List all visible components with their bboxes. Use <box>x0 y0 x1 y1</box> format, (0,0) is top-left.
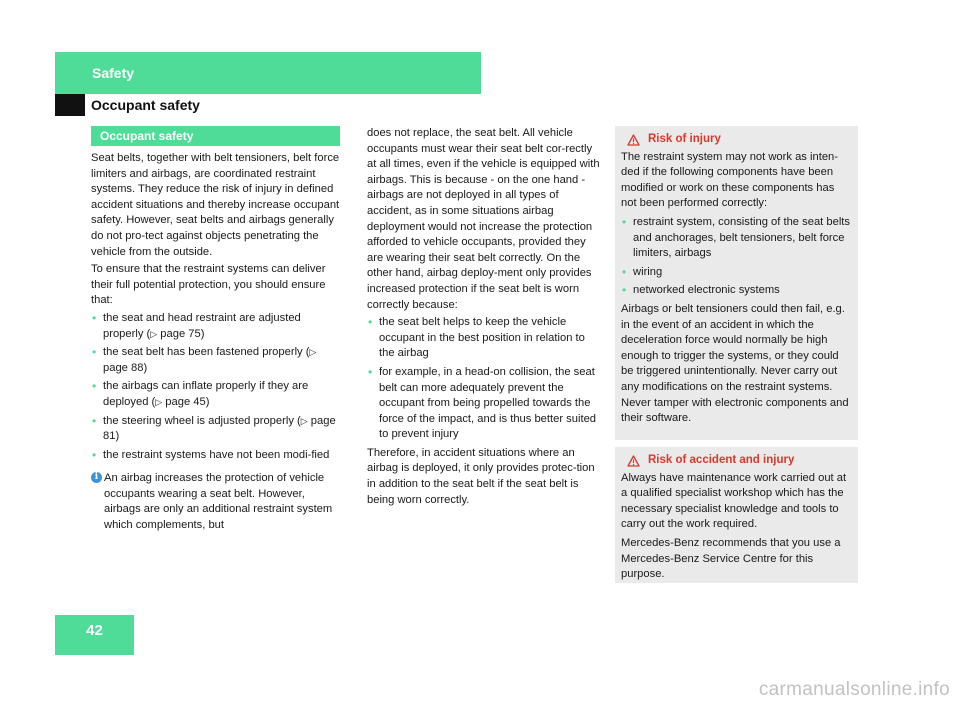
triangle-pointer-icon: ▷ <box>309 347 317 358</box>
warning-triangle-icon <box>627 134 640 146</box>
page-reference-link[interactable]: page 88 <box>103 361 144 374</box>
paragraph: Always have maintenance work carried out at a qualified specialist workshop which has the necessary specialist knowledge and tools to carry out the work required. <box>621 471 847 531</box>
paragraph: The restraint system may not work as inten-ded if the following components have been modified or work on these components has not been performed correctly: <box>621 150 838 210</box>
info-icon: i <box>91 472 102 483</box>
column-left <box>91 126 340 534</box>
list-item: • for example, in a head-on collision, the seat belt can more adequately prevent the occupant from being propelled towards the force of the impact, and is thus better suited to prevent injury <box>367 365 602 443</box>
page-number: 42 <box>86 622 103 639</box>
info-note-text: An airbag increases the protection of vehicle occupants wearing a seat belt. However, airbags are only an additional restraint system which complements, but <box>104 472 333 532</box>
warning-triangle-icon <box>627 455 640 467</box>
triangle-pointer-icon: ▷ <box>155 396 163 407</box>
list-item: • restraint system, consisting of the seat belts and anchorages, belt tensioners, belt force limiters, airbags <box>621 215 852 262</box>
list-item: • networked electronic systems <box>621 283 852 299</box>
warning-title: Risk of accident and injury <box>621 453 852 469</box>
paragraph: Airbags or belt tensioners could then fail, e.g. in the event of an accident in which the deceleration force would normally be high enough to trigger the systems, or they could be triggered unintentionally. Never carry out any modifications on the restraint systems. Never tamper with electronic components and their software. <box>621 302 849 425</box>
page-reference-link[interactable]: page 75 <box>160 327 201 340</box>
paragraph: To ensure that the restraint systems can deliver their full potential protection, you should ensure that: <box>91 263 326 307</box>
triangle-pointer-icon: ▷ <box>300 415 308 426</box>
list-item: • the seat belt helps to keep the vehicle occupant in the best position in relation to the airbag <box>367 315 602 362</box>
warning-title: Risk of injury <box>621 132 852 148</box>
page-title: Occupant safety <box>91 97 200 113</box>
bullet-list <box>367 315 602 443</box>
bullet-list <box>621 215 852 299</box>
paragraph: does not replace, the seat belt. All vehicle occupants must wear their seat belt cor-rectly at all times, even if the vehicle is equipped with airbags. This is because - on the one hand - airbags are not deployed in all types of accident, as in some situations airbag deployment would not increase the protection afforded to vehicle occupants, provided they are wearing their seat belt correctly. On the other hand, airbag deploy-ment only provides increased protection if the seat belt is worn correctly because: <box>367 127 600 311</box>
warning-box-risk-of-accident <box>615 447 858 583</box>
warning-box-risk-of-injury <box>615 126 858 440</box>
page-reference-link[interactable]: page 81 <box>103 414 336 443</box>
list-item: • the restraint systems have not been modi-fied <box>91 448 340 464</box>
info-note <box>91 471 340 533</box>
paragraph: Seat belts, together with belt tensioners, belt force limiters and airbags, are coordinated restraint systems. They reduce the risk of injury in defined accident situations and thereby increase occupant safety. However, seat belts and airbags generally do not pro-tect against objects penetrating the vehicle from the outside. <box>91 152 340 258</box>
subheading: Occupant safety <box>91 126 340 146</box>
page-reference-link[interactable]: page 45 <box>165 395 206 408</box>
triangle-pointer-icon: ▷ <box>150 328 158 339</box>
section-title: Safety <box>92 65 135 81</box>
header-marker <box>55 94 85 116</box>
paragraph: Mercedes-Benz recommends that you use a Mercedes-Benz Service Centre for this purpose. <box>621 536 841 581</box>
watermark: carmanualsonline.info <box>758 679 950 700</box>
list-item: • the airbags can inflate properly if they are deployed (▷ page 45) <box>91 379 340 410</box>
column-middle <box>367 126 602 510</box>
list-item: • the seat and head restraint are adjusted properly (▷ page 75) <box>91 311 340 342</box>
paragraph: Therefore, in accident situations where an airbag is deployed, it only provides protec-tion in addition to the seat belt if the seat belt is being worn correctly. <box>367 446 595 506</box>
list-item: • the steering wheel is adjusted properly (▷ page 81) <box>91 414 340 445</box>
bullet-list <box>91 311 340 463</box>
list-item: • wiring <box>621 265 852 281</box>
list-item: • the seat belt has been fastened properly (▷ page 88) <box>91 345 340 376</box>
